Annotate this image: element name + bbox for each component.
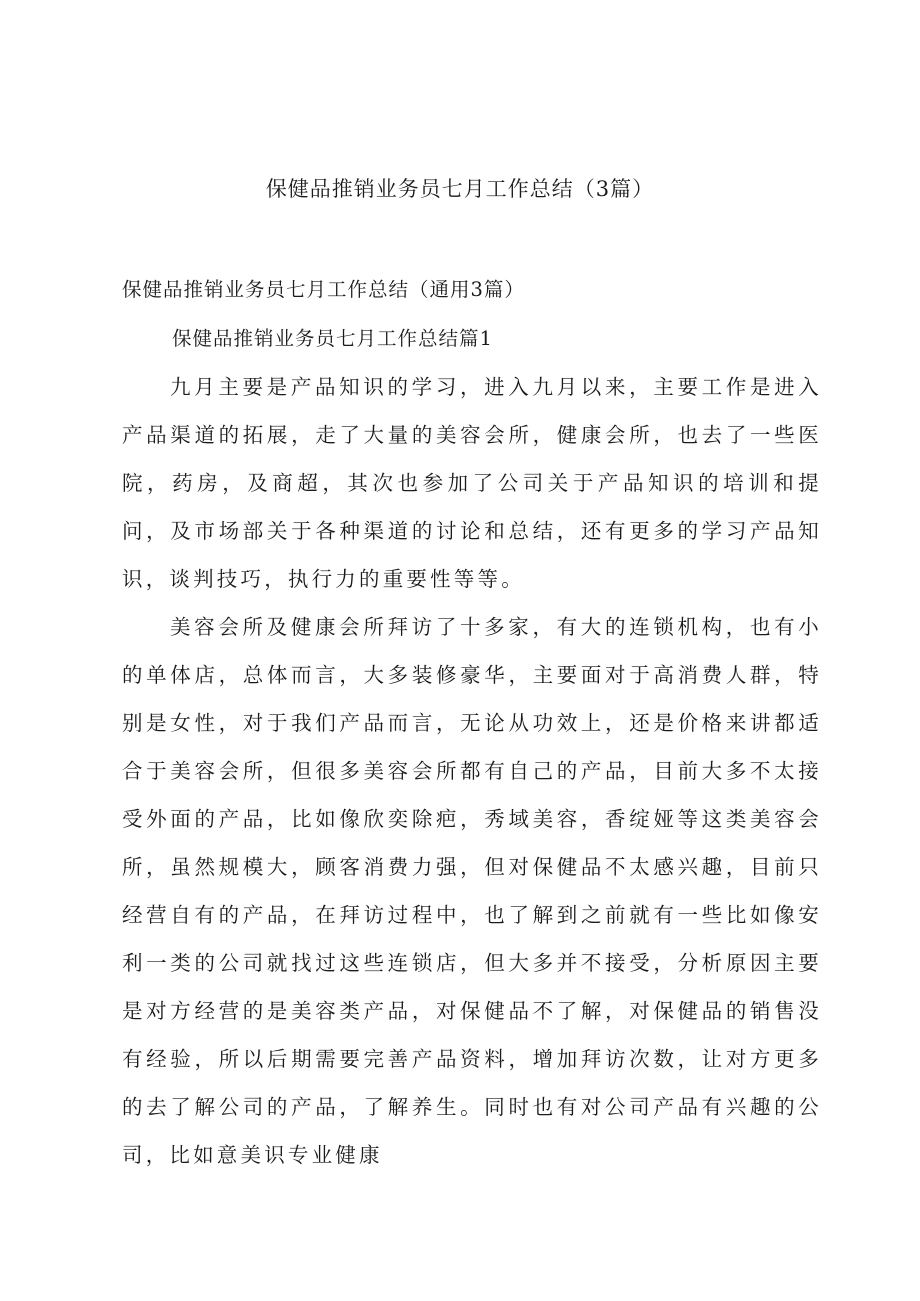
document-title: 保健品推销业务员七月工作总结（3篇） xyxy=(265,177,655,201)
body-paragraph-1: 九月主要是产品知识的学习，进入九月以来，主要工作是进入产品渠道的拓展，走了大量的美容会所，健康会所，也去了一些医院，药房，及商超，其次也参加了公司关于产品知识的培训和提问，及市场部关于各种渠道的讨论和总结，还有更多的学习产品知识，谈判技巧，执行力的重要性等等。 xyxy=(122,375,822,591)
document-subtitle: 保健品推销业务员七月工作总结（通用3篇） xyxy=(122,278,525,301)
body-paragraph-2: 美容会所及健康会所拜访了十多家，有大的连锁机构，也有小的单体店，总体而言，大多装修豪华，主要面对于高消费人群，特别是女性，对于我们产品而言，无论从功效上，还是价格来讲都适合于美容会所，但很多美容会所都有自己的产品，目前大多不太接受外面的产品，比如像欣奕除疤，秀域美容，香绽娅等这类美容会所，虽然规模大，顾客消费力强，但对保健品不太感兴趣，目前只经营自有的产品，在拜访过程中，也了解到之前就有一些比如像安利一类的公司就找过这些连锁店，但大多并不接受，分析原因主要是对方经营的是美容类产品，对保健品不了解，对保健品的销售没有经验，所以后期需要完善产品资料，增加拜访次数，让对方更多的去了解公司的产品，了解养生。同时也有对公司产品有兴趣的公司，比如意美识专业健康 xyxy=(122,615,822,1167)
section-heading: 保健品推销业务员七月工作总结篇1 xyxy=(172,327,493,350)
